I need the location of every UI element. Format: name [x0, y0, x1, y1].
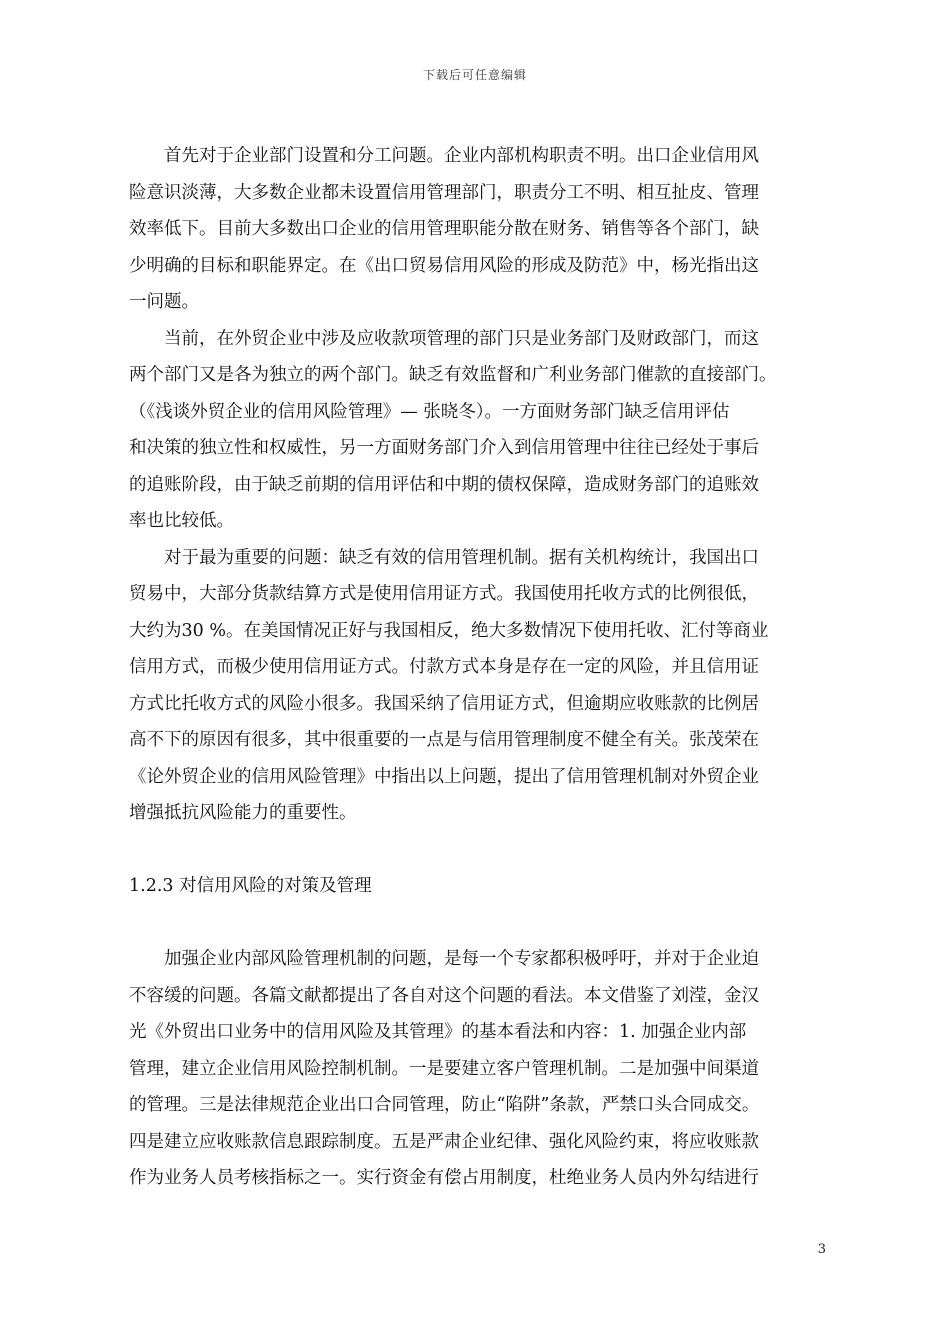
- text-line: 一问题。: [129, 292, 199, 312]
- paragraph: [129, 540, 833, 832]
- text-line: 的追账阶段，由于缺乏前期的信用评估和中期的债权保障，造成财务部门的追账效: [129, 474, 759, 495]
- text-line: 增强抵抗风险能力的重要性。: [129, 803, 357, 823]
- text-line: 作为业务人员考核指标之一。实行资金有偿占用制度，杜绝业务人员内外勾结进行: [129, 1168, 759, 1188]
- text-line: 高不下的原因有很多，其中很重要的一点是与信用管理制度不健全有关。张茂荣在: [129, 730, 759, 750]
- paragraph: [129, 138, 833, 321]
- text-line: 对于最为重要的问题：缺乏有效的信用管理机制。据有关机构统计，我国出口: [164, 547, 759, 568]
- page-header: 下载后可任意编辑: [422, 68, 527, 82]
- text-line: 贸易中，大部分货款结算方式是使用信用证方式。我国使用托收方式的比例很低，: [129, 584, 759, 604]
- text-line: 的管理。三是法律规范企业出口合同管理，防止“陷阱”条款，严禁口头合同成交。: [129, 1095, 760, 1115]
- page-number: 3: [817, 1242, 826, 1257]
- text-line: 信用方式，而极少使用信用证方式。付款方式本身是存在一定的风险，并且信用证: [129, 657, 759, 677]
- text-line: 加强企业内部风险管理机制的问题，是每一个专家都积极呼吁，并对于企业迫: [164, 949, 759, 969]
- text-line: 四是建立应收账款信息跟踪制度。五是严肃企业纪律、强化风险约束，将应收账款: [129, 1131, 759, 1152]
- text-line: 方式比托收方式的风险小很多。我国采纳了信用证方式，但逾期应收账款的比例居: [129, 693, 759, 714]
- blank-line: [129, 832, 833, 869]
- paragraph: [129, 941, 833, 1197]
- text-line: 《论外贸企业的信用风险管理》中指出以上问题，提出了信用管理机制对外贸企业: [129, 766, 759, 787]
- text-line: 管理，建立企业信用风险控制机制。一是要建立客户管理机制。二是加强中间渠道: [129, 1058, 759, 1079]
- text-line: 险意识淡薄，大多数企业都未设置信用管理部门，职责分工不明、相互扯皮、管理: [129, 182, 759, 203]
- blank-line: [129, 905, 833, 942]
- text-line: 和决策的独立性和权威性，另一方面财务部门介入到信用管理中往往已经处于事后: [129, 438, 759, 458]
- text-line: 率也比较低。: [129, 511, 234, 531]
- text-line: 不容缓的问题。各篇文献都提出了各自对这个问题的看法。本文借鉴了刘滢，金汉: [129, 985, 759, 1006]
- document-body: [129, 138, 833, 1197]
- text-line: 效率低下。目前大多数出口企业的信用管理职能分散在财务、销售等各个部门，缺: [129, 219, 759, 239]
- text-line: 当前，在外贸企业中涉及应收款项管理的部门只是业务部门及财政部门，而这: [164, 328, 759, 349]
- text-line: 少明确的目标和职能界定。在《出口贸易信用风险的形成及防范》中，杨光指出这: [129, 255, 759, 276]
- text-line: 首先对于企业部门设置和分工问题。企业内部机构职责不明。出口企业信用风: [164, 146, 759, 166]
- section-heading: 1.2.3 对信用风险的对策及管理: [129, 876, 372, 896]
- text-line: （《浅谈外贸企业的信用风险管理》— 张晓冬）。一方面财务部门缺乏信用评估: [129, 401, 730, 422]
- paragraph: [129, 321, 833, 540]
- text-line: 大约为30 %。在美国情况正好与我国相反，绝大多数情况下使用托收、汇付等商业: [129, 620, 769, 641]
- text-line: 两个部门又是各为独立的两个部门。缺乏有效监督和广利业务部门催款的直接部门。: [129, 365, 777, 385]
- text-line: 光《外贸出口业务中的信用风险及其管理》的基本看法和内容：1. 加强企业内部: [129, 1022, 747, 1042]
